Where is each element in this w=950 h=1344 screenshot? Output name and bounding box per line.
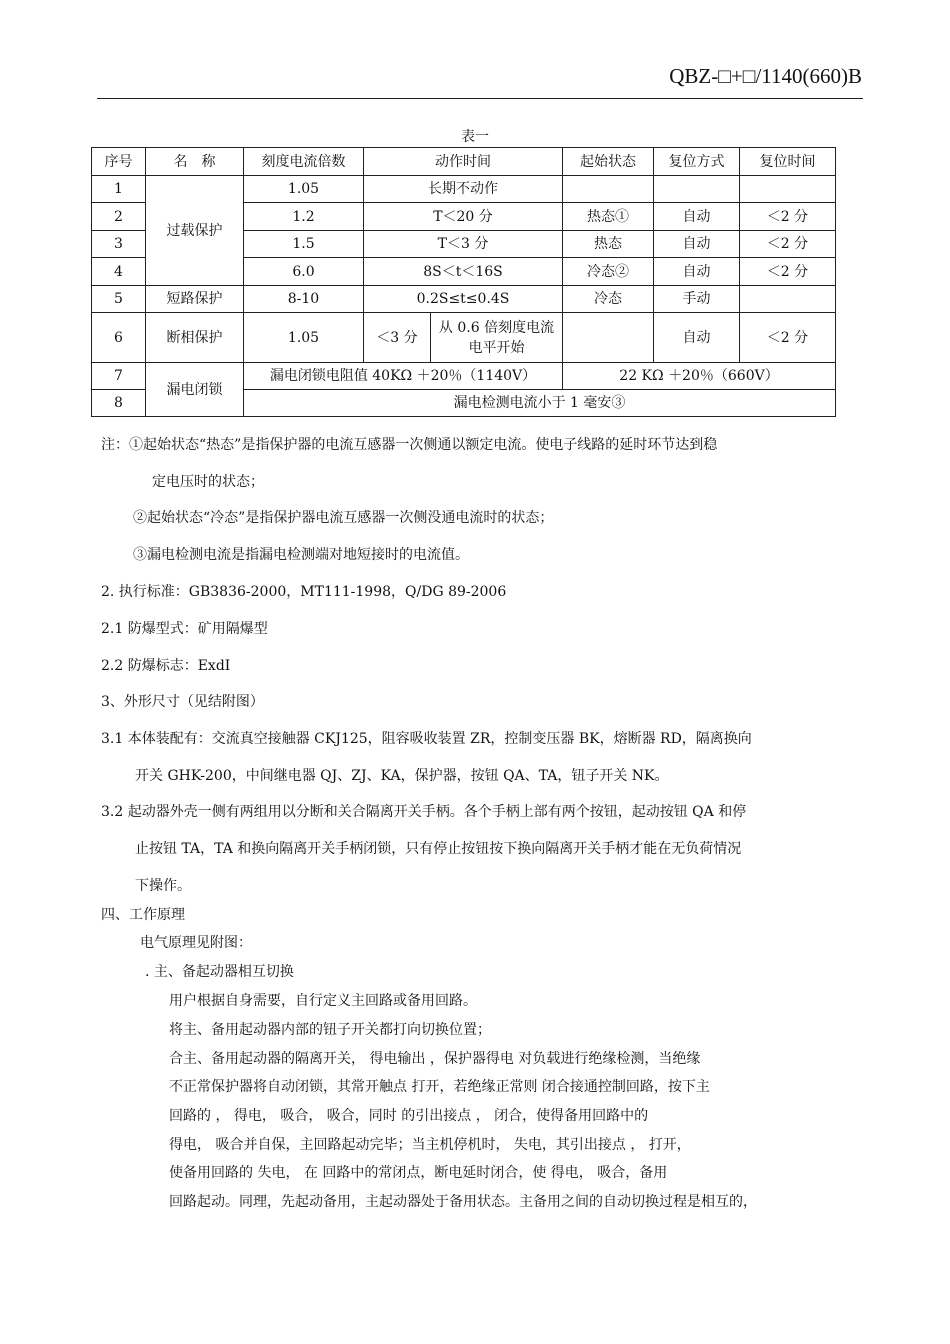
- reset-mode: [654, 176, 740, 203]
- reset-time: ＜2 分: [740, 258, 836, 286]
- action-time: 长期不动作: [364, 176, 563, 203]
- principle-para-2: 将主、备用起动器内部的钮子开关都打向切换位置；: [169, 1022, 491, 1038]
- header-cell: 名 称: [146, 148, 244, 176]
- table-caption: 表一: [461, 129, 489, 145]
- note-line-4: ③漏电检测电流是指漏电检测端对地短接时的电流值。: [133, 547, 469, 563]
- table-row: [92, 363, 836, 390]
- reset-time: ＜2 分: [740, 203, 836, 231]
- principle-para-1: 用户根据自身需要，自行定义主回路或备用回路。: [169, 993, 477, 1009]
- reset-mode: 手动: [654, 286, 740, 313]
- principle-line-6: 得电， 吸合并自保，主回路起动完毕；当主机停机时， 失电，其引出接点 ， 打开，: [169, 1137, 691, 1153]
- row-number: 8: [92, 390, 146, 417]
- reset-mode: 自动: [654, 313, 740, 363]
- table-row: [92, 286, 836, 313]
- row-number: 5: [92, 286, 146, 313]
- current-multiple: 1.2: [244, 203, 364, 231]
- reset-mode: 自动: [654, 203, 740, 231]
- current-multiple: 1.5: [244, 231, 364, 258]
- principle-line-7: 使备用回路的 失电， 在 回路中的常闭点，断电延时闭合，使 得电， 吸合，备用: [169, 1165, 668, 1181]
- table-header-row: [92, 148, 836, 176]
- reset-mode: 自动: [654, 231, 740, 258]
- header-cell: 刻度电流倍数: [244, 148, 364, 176]
- standards-line: 2. 执行标准：GB3836-2000，MT111-1998，Q/DG 89-2006: [101, 584, 507, 600]
- dimension-heading: 3、外形尺寸（见结附图）: [101, 694, 264, 710]
- reset-time: ＜2 分: [740, 231, 836, 258]
- note-line-1: 注：①起始状态“热态”是指保护器的电流互感器一次侧通以额定电流。使电子线路的延时环节达到稳: [101, 437, 718, 453]
- principle-line-4: 不正常保护器将自动闭锁，其常开触点 打开，若绝缘正常则 闭合接通控制回路，按下主: [169, 1079, 710, 1095]
- principle-line-5: 回路的 ， 得电， 吸合， 吸合，同时 的引出接点 ， 闭合，使得备用回路中的: [169, 1108, 649, 1124]
- group-short-circuit: 短路保护: [146, 286, 244, 313]
- initial-state: [563, 176, 654, 203]
- row-number: 4: [92, 258, 146, 286]
- leak-resistance-1140: 漏电闭锁电阻值 40KΩ ＋20％（1140V）: [244, 363, 563, 390]
- table-row: [92, 176, 836, 203]
- reset-mode: 自动: [654, 258, 740, 286]
- protection-spec-table: [91, 147, 836, 417]
- header-cell: 复位方式: [654, 148, 740, 176]
- current-multiple: 6.0: [244, 258, 364, 286]
- row-number: 3: [92, 231, 146, 258]
- action-time-note: 从 0.6 倍刻度电流电平开始: [431, 313, 563, 363]
- group-overload: 过载保护: [146, 176, 244, 286]
- initial-state: 冷态②: [563, 258, 654, 286]
- header-cell: 序号: [92, 148, 146, 176]
- row-number: 2: [92, 203, 146, 231]
- document-code: QBZ-□+□/1140(660)B: [669, 64, 862, 88]
- header-cell: 动作时间: [364, 148, 563, 176]
- row-number: 7: [92, 363, 146, 390]
- initial-state: 热态: [563, 231, 654, 258]
- initial-state: [563, 313, 654, 363]
- principle-heading: 四、工作原理: [101, 907, 185, 923]
- row-number: 6: [92, 313, 146, 363]
- group-phase-failure: 断相保护: [146, 313, 244, 363]
- table-row: [92, 313, 836, 363]
- current-multiple: 1.05: [244, 176, 364, 203]
- action-time: 8S＜t＜16S: [364, 258, 563, 286]
- reset-time: [740, 286, 836, 313]
- initial-state: 冷态: [563, 286, 654, 313]
- switch-heading: . 主、备起动器相互切换: [145, 964, 294, 980]
- leak-detect-current: 漏电检测电流小于 1 毫安③: [244, 390, 836, 417]
- explosion-mark: 2.2 防爆标志：ExdI: [101, 658, 231, 674]
- header-cell: 起始状态: [563, 148, 654, 176]
- action-time: T＜20 分: [364, 203, 563, 231]
- current-multiple: 8-10: [244, 286, 364, 313]
- enclosure-line-2: 止按钮 TA，TA 和换向隔离开关手柄闭锁，只有停止按钮按下换向隔离开关手柄才能在无负荷情况: [135, 841, 742, 857]
- note-line-3: ②起始状态“冷态”是指保护器电流互感器一次侧没通电流时的状态；: [133, 510, 554, 526]
- action-time: T＜3 分: [364, 231, 563, 258]
- reset-time: ＜2 分: [740, 313, 836, 363]
- enclosure-line-3: 下操作。: [135, 878, 191, 894]
- assembly-line-2: 开关 GHK-200，中间继电器 QJ、ZJ、KA，保护器，按钮 QA、TA，钮子开关 NK。: [135, 768, 669, 784]
- current-multiple: 1.05: [244, 313, 364, 363]
- action-time: 0.2S≤t≤0.4S: [364, 286, 563, 313]
- principle-line-8: 回路起动。同理，先起动备用，主起动器处于备用状态。主备用之间的自动切换过程是相互的，: [169, 1194, 757, 1210]
- enclosure-line-1: 3.2 起动器外壳一侧有两组用以分断和关合隔离开关手柄。各个手柄上部有两个按钮，起动按钮 QA 和停: [101, 804, 747, 820]
- note-line-2: 定电压时的状态；: [152, 474, 264, 490]
- header-rule: [97, 98, 863, 99]
- assembly-line-1: 3.1 本体装配有：交流真空接触器 CKJ125，阻容吸收装置 ZR，控制变压器 BK，熔断器 RD，隔离换向: [101, 731, 752, 747]
- action-time: ＜3 分: [364, 313, 431, 363]
- principle-line-3: 合主、备用起动器的隔离开关， 得电输出 ，保护器得电 对负载进行绝缘检测，当绝缘: [169, 1051, 701, 1067]
- reset-time: [740, 176, 836, 203]
- principle-ref: 电气原理见附图：: [140, 935, 252, 951]
- explosion-type: 2.1 防爆型式：矿用隔爆型: [101, 621, 268, 637]
- leak-resistance-660: 22 KΩ ＋20％（660V）: [563, 363, 836, 390]
- header-cell: 复位时间: [740, 148, 836, 176]
- row-number: 1: [92, 176, 146, 203]
- group-leakage-lock: 漏电闭锁: [146, 363, 244, 417]
- initial-state: 热态①: [563, 203, 654, 231]
